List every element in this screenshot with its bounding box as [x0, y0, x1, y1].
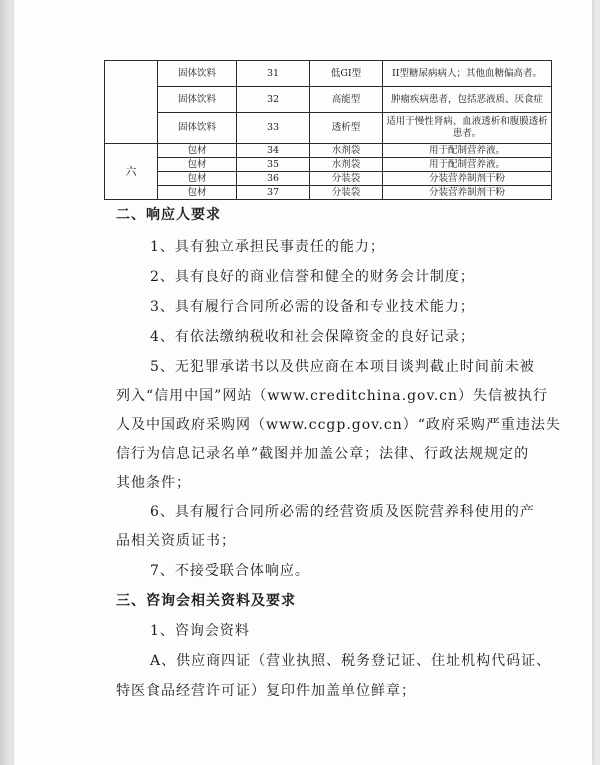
table-row	[105, 158, 552, 172]
table-cell-section-blank	[105, 61, 158, 144]
table-row	[105, 144, 552, 158]
requirement-item-6-line-1: 6、具有履行合同所必需的经营资质及医院营养科使用的产	[150, 504, 535, 520]
table-cell-category: 包材	[158, 158, 237, 172]
table-cell-use: 用于配制营养液。	[383, 144, 552, 158]
table-cell-number: 36	[237, 172, 310, 186]
table-cell-type: 水剂袋	[310, 158, 383, 172]
requirement-item-1: 1、具有独立承担民事责任的能力；	[150, 239, 385, 255]
table-cell-section: 六	[105, 144, 158, 200]
table-cell-category: 固体饮料	[158, 61, 237, 87]
table-row	[105, 61, 552, 87]
table-cell-category: 固体饮料	[158, 113, 237, 144]
table-cell-type: 低GI型	[310, 61, 383, 87]
section-heading-consultation: 三、咨询会相关资料及要求	[116, 593, 296, 609]
requirement-item-5-line-1: 5、无犯罪承诺书以及供应商在本项目谈判截止时间前未被	[150, 359, 535, 375]
table-cell-category: 固体饮料	[158, 87, 237, 113]
table-cell-category: 包材	[158, 186, 237, 200]
product-table	[104, 60, 552, 200]
table-cell-type: 高能型	[310, 87, 383, 113]
table-cell-use: 用于配制营养液。	[383, 158, 552, 172]
table-cell-type: 水剂袋	[310, 144, 383, 158]
requirement-item-7: 7、不接受联合体响应。	[150, 563, 310, 579]
table-row	[105, 172, 552, 186]
table-row	[105, 113, 552, 144]
table-cell-number: 31	[237, 61, 310, 87]
consultation-item-a-line-2: 特医食品经营许可证）复印件加盖单位鲜章；	[116, 683, 416, 699]
consultation-subheading: 1、咨询会资料	[150, 623, 250, 639]
table-cell-type: 分装袋	[310, 186, 383, 200]
table-cell-use: 适用于慢性肾病、血液透析和腹膜透析患者。	[383, 113, 552, 144]
table-cell-use: 肿瘤疾病患者，包括恶液质、厌食症	[383, 87, 552, 113]
section-heading-requirements: 二、响应人要求	[116, 207, 221, 223]
requirement-item-6-line-2: 品相关资质证书；	[116, 533, 236, 549]
table-cell-category: 包材	[158, 144, 237, 158]
scan-left-edge	[0, 0, 14, 765]
table-row	[105, 87, 552, 113]
requirement-item-5-line-5: 其他条件；	[116, 475, 191, 491]
table-cell-number: 37	[237, 186, 310, 200]
requirement-item-4: 4、有依法缴纳税收和社会保障资金的良好记录；	[150, 329, 475, 345]
table-cell-use: 分装营养制剂干粉	[383, 186, 552, 200]
table-cell-number: 34	[237, 144, 310, 158]
requirement-item-5-line-2: 列入“信用中国”网站（www.creditchina.gov.cn）失信被执行	[116, 388, 549, 404]
consultation-item-a-line-1: A、供应商四证（营业执照、税务登记证、住址机构代码证、	[150, 653, 552, 669]
requirement-item-5-line-4: 信行为信息记录名单”截图并加盖公章；法律、行政法规规定的	[116, 446, 530, 462]
table-cell-type: 透析型	[310, 113, 383, 144]
table-cell-type: 分装袋	[310, 172, 383, 186]
requirement-item-5-line-3: 人及中国政府采购网（www.ccgp.gov.cn）“政府采购严重违法失	[116, 417, 561, 433]
table-cell-number: 33	[237, 113, 310, 144]
table-cell-number: 35	[237, 158, 310, 172]
table-cell-use: II型糖尿病病人；其他血糖偏高者。	[383, 61, 552, 87]
table-cell-category: 包材	[158, 172, 237, 186]
table-cell-use: 分装营养制剂干粉	[383, 172, 552, 186]
table-cell-number: 32	[237, 87, 310, 113]
requirement-item-3: 3、具有履行合同所必需的设备和专业技术能力；	[150, 299, 475, 315]
table-row	[105, 186, 552, 200]
requirement-item-2: 2、具有良好的商业信誉和健全的财务会计制度；	[150, 269, 475, 285]
